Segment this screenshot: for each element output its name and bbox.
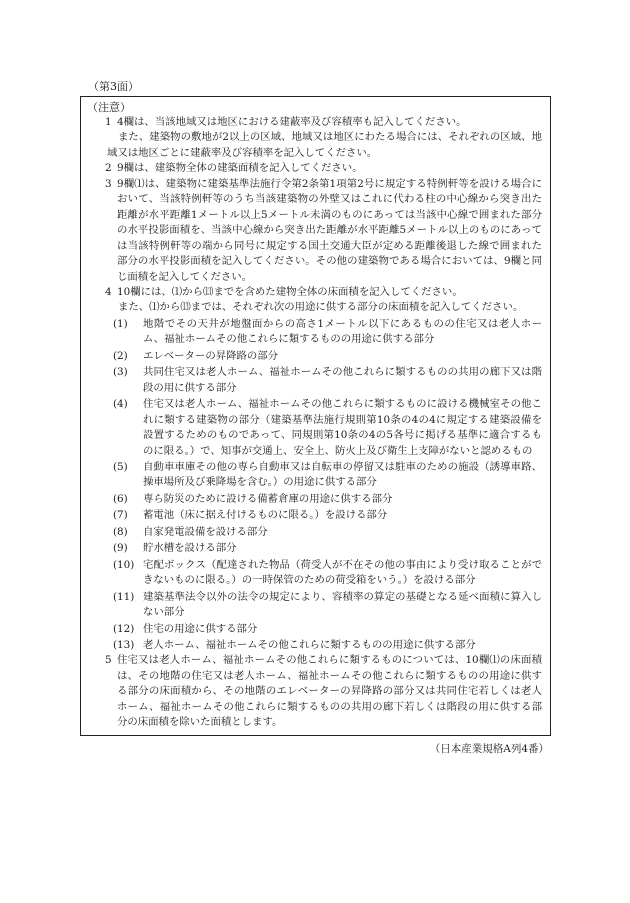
sub-item-number: (5) [113,460,128,473]
note-3 [87,177,542,285]
sub-item-text: 住宅の用途に供する部分 [143,622,258,635]
note-text: 9欄は、建築物全体の建築面積を記入してください。 [117,162,363,175]
note-1 [87,115,542,130]
note-text: 9欄⑴は、建築物に建築基準法施行令第2条第1項第2号に規定する特例軒等を設ける場合において、当該特例軒等のうち当該建築物の外壁又はこれに代わる柱の中心線から突き出た距離が水平距離1メートル以上5メートル未満のものにあっては当該中心線で囲まれた部分の水平投影面積を、当該中心線から突き出た距離が水平距離5メートル以上のものにあっては当該特例軒等の端から同号に規定する国土交通大臣が定める距離後退した線で囲まれた部分の水平投影面積を記入してください。その他の建築物である場合においては、9欄と同じ面積を記入してください。 [117,177,542,283]
sub-item-10 [87,558,542,589]
sub-item-1 [87,317,542,348]
sub-item-text: 住宅又は老人ホーム、福祉ホームその他これらに類するものに設ける機械室その他これに類する建築物の部分（建築基準法施行規則第10条の4の4に規定する建築設備を設置するためのものであって、同規則第10条の4の5各号に掲げる基準に適合するものに限る。）で、知事が交通上、安全上、防火上及び衛生上支障がないと認めるもの [143,398,542,457]
sub-item-text: 建築基準法令以外の法令の規定により、容積率の算定の基礎となる延べ面積に算入しない部分 [143,590,542,619]
sub-item-number: (1) [113,317,128,330]
note-4-continuation: また、⑴から⒀までは、それぞれ次の用途に供する部分の床面積を記入してください。 [118,301,524,314]
sub-item-text: エレベーターの昇降路の部分 [143,349,279,362]
sub-item-9 [87,541,542,556]
note-5 [87,653,542,730]
note-text: 住宅又は老人ホーム、福祉ホームその他これらに類するものについては、10欄⑴の床面積は、その地階の住宅又は老人ホーム、福祉ホームその他これらに類するものの用途に供する部分の床面積から、その地階のエレベーターの昇降路の部分又は共同住宅若しくは老人ホーム、福祉ホームその他これらに類するものの共用の廊下若しくは階段の用に供する部分の床面積を除いた面積とします。 [117,654,542,729]
note-text: 10欄には、⑴から⒀までを含めた建物全体の床面積を記入してください。 [117,285,463,298]
sub-item-text: 地階でその天井が地盤面からの高さ1メートル以下にあるものの住宅又は老人ホーム、福祉ホームその他これらに類するものの用途に供する部分 [143,317,542,346]
sub-item-6 [87,492,542,507]
sub-item-number: (12) [113,622,135,635]
sub-item-text: 老人ホーム、福祉ホームその他これらに類するものの用途に供する部分 [143,638,476,651]
sub-item-number: (6) [113,492,128,505]
sub-item-8 [87,525,542,540]
note-1-continuation: また、建築物の敷地が2以上の区域、地域又は地区にわたる場合には、それぞれの区域、地域又は地区ごとに建蔽率及び容積率を記入してください。 [107,131,542,159]
sub-item-4 [87,397,542,459]
notes-box [80,96,551,736]
sub-item-text: 共同住宅又は老人ホーム、福祉ホームその他これらに類するものの共用の廊下又は階段の用に供する部分 [143,366,542,394]
sub-item-7 [87,508,542,523]
sub-item-text: 蓄電池（床に据え付けるものに限る。）を設ける部分 [143,509,388,522]
sub-item-number: (11) [113,590,135,603]
sub-item-text: 貯水槽を設ける部分 [143,542,237,555]
sub-item-number: (8) [113,525,128,538]
sub-item-number: (13) [113,638,135,651]
note-number: 3 [105,177,112,190]
sub-item-11 [87,590,542,621]
sub-item-number: (9) [113,542,128,555]
sub-item-text: 宅配ボックス（配達された物品（荷受人が不在その他の事由により受け取ることができないものに限る。）の一時保管のための荷受箱をいう。）を設ける部分 [143,558,542,587]
sub-item-number: (10) [113,558,135,571]
sub-item-3 [87,365,542,396]
sub-item-number: (3) [113,366,128,379]
note-number: 4 [105,285,112,298]
sub-item-2 [87,349,542,364]
sub-item-text: 専ら防災のために設ける備蓄倉庫の用途に供する部分 [143,492,393,505]
page-label: （第3面） [88,80,139,93]
sub-item-text: 自動車車庫その他の専ら自動車又は自転車の停留又は駐車のための施設（誘導車路、操車場所及び乗降場を含む。）の用途に供する部分 [143,460,542,489]
sub-item-12 [87,622,542,637]
sub-item-5 [87,460,542,491]
note-number: 5 [105,654,112,667]
note-2 [87,161,542,176]
sub-item-13 [87,638,542,653]
note-number: 1 [105,116,112,128]
sub-item-text: 自家発電設備を設ける部分 [143,525,268,538]
paper-size-footer: （日本産業規格A列4番） [429,743,549,755]
sub-item-number: (4) [113,398,128,411]
note-number: 2 [105,162,112,175]
sub-item-number: (7) [113,509,128,522]
notes-heading: （注意） [87,101,131,114]
note-text: 4欄は、当該地域又は地区における建蔽率及び容積率も記入してください。 [117,116,467,128]
sub-item-number: (2) [113,349,128,362]
note-4 [87,285,542,300]
